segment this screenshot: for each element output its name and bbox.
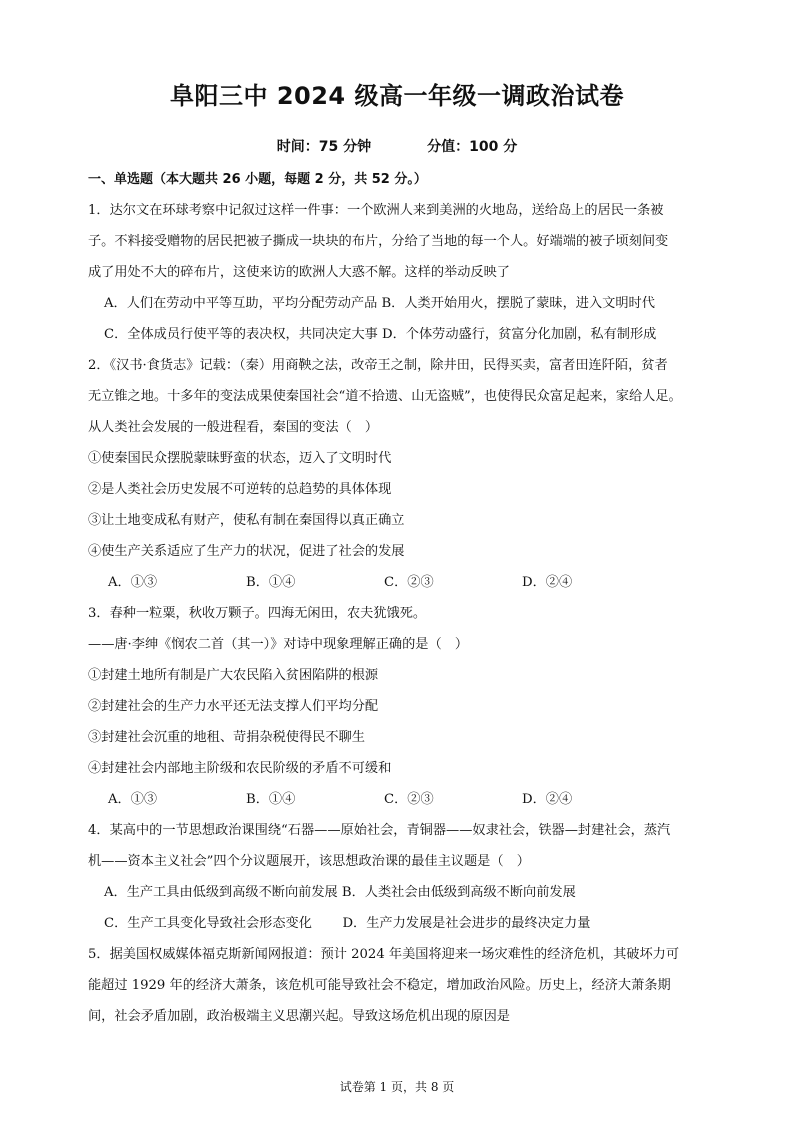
question-1-line-3: 成了用处不大的碎布片，这使来访的欧洲人大惑不解。这样的举动反映了 [88, 265, 510, 280]
question-3-choice-d: D．②④ [522, 792, 573, 807]
question-2-item-3: ③让土地变成私有财产，使私有制在秦国得以真正确立 [88, 513, 405, 528]
question-4 [88, 815, 718, 939]
exam-meta [0, 136, 794, 156]
question-3-item-2: ②封建社会的生产力水平还无法支撑人们平均分配 [88, 699, 379, 714]
question-2 [88, 350, 718, 598]
score-label: 分值：100 分 [427, 139, 518, 155]
question-2-choice-d: D．②④ [522, 575, 573, 590]
question-3-choice-a: A．①③ [108, 792, 158, 807]
question-5-line-1: 5．据美国权威媒体福克斯新闻网报道：预计 2024 年美国将迎来一场灾难性的经济危机，其破坏力可 [88, 947, 680, 962]
question-1-line-2: 子。不料接受赠物的居民把被子撕成一块块的布片，分给了当地的每一个人。好端端的被子顷刻间变 [88, 234, 669, 249]
question-3-line-1: 3．春种一粒粟，秋收万颗子。四海无闲田，农夫犹饿死。 [88, 606, 427, 621]
question-2-choice-a: A．①③ [108, 575, 158, 590]
question-4-line-2: 机——资本主义社会”四个分议题展开，该思想政治课的最佳主议题是（ ） [88, 854, 530, 869]
question-3 [88, 598, 718, 815]
question-2-item-1: ①使秦国民众摆脱蒙昧野蛮的状态，迈入了文明时代 [88, 451, 392, 466]
question-2-choice-c: C．②③ [384, 575, 434, 590]
question-3-line-2: ——唐·李绅《悯农二首（其一）》对诗中现象理解正确的是（ ） [88, 637, 469, 652]
page-title: 阜阳三中 2024 级高一年级一调政治试卷 [169, 82, 624, 110]
question-2-line-1: 2．《汉书·食货志》记载：（秦）用商鞅之法，改帝王之制，除井田，民得买卖，富者田连阡陌，贫者 [88, 358, 668, 373]
question-4-options-cd: C．生产工具变化导致社会形态变化 D．生产力发展是社会进步的最终决定力量 [104, 916, 591, 931]
section-header: 一、单选题（本大题共 26 小题，每题 2 分，共 52 分。） [88, 172, 427, 187]
question-3-choice-b: B．①④ [246, 792, 296, 807]
page-footer: 试卷第 1 页，共 8 页 [339, 1080, 455, 1094]
question-5-line-3: 间，社会矛盾加剧，政治极端主义思潮兴起。导致这场危机出现的原因是 [88, 1009, 510, 1024]
question-2-item-2: ②是人类社会历史发展不可逆转的总趋势的具体体现 [88, 482, 392, 497]
question-2-choice-b: B．①④ [246, 575, 296, 590]
time-label: 时间：75 分钟 [276, 139, 372, 155]
question-3-item-3: ③封建社会沉重的地租、苛捐杂税使得民不聊生 [88, 730, 365, 745]
exam-body [88, 164, 718, 1032]
question-3-choice-c: C．②③ [384, 792, 434, 807]
question-1-options-ab: A．人们在劳动中平等互助，平均分配劳动产品 B．人类开始用火，摆脱了蒙昧，进入文明时代 [104, 296, 655, 311]
question-2-item-4: ④使生产关系适应了生产力的状况，促进了社会的发展 [88, 544, 405, 559]
question-5 [88, 939, 718, 1032]
question-2-line-3: 从人类社会发展的一般进程看，秦国的变法（ ） [88, 420, 379, 435]
question-3-item-1: ①封建土地所有制是广大农民陷入贫困陷阱的根源 [88, 668, 379, 683]
question-1 [88, 195, 718, 350]
question-4-options-ab: A．生产工具由低级到高级不断向前发展 B．人类社会由低级到高级不断向前发展 [104, 885, 576, 900]
question-1-line-1: 1．达尔文在环球考察中记叙过这样一件事：一个欧洲人来到美洲的火地岛，送给岛上的居民一条被 [88, 203, 664, 218]
question-2-line-2: 无立锥之地。十多年的变法成果使秦国社会“道不拾遗、山无盗贼”，也使得民众富足起来，家给人足。 [88, 389, 682, 404]
question-5-line-2: 能超过 1929 年的经济大萧条，该危机可能导致社会不稳定，增加政治风险。历史上，经济大萧条期 [88, 978, 671, 993]
question-3-item-4: ④封建社会内部地主阶级和农民阶级的矛盾不可缓和 [88, 761, 392, 776]
question-2-choices [88, 567, 718, 598]
question-3-choices [88, 784, 718, 815]
question-1-options-cd: C．全体成员行使平等的表决权，共同决定大事 D．个体劳动盛行，贫富分化加剧，私有制形成 [104, 327, 657, 342]
question-4-line-1: 4．某高中的一节思想政治课围绕“石器——原始社会，青铜器——奴隶社会，铁器—封建社会，蒸汽 [88, 823, 671, 838]
